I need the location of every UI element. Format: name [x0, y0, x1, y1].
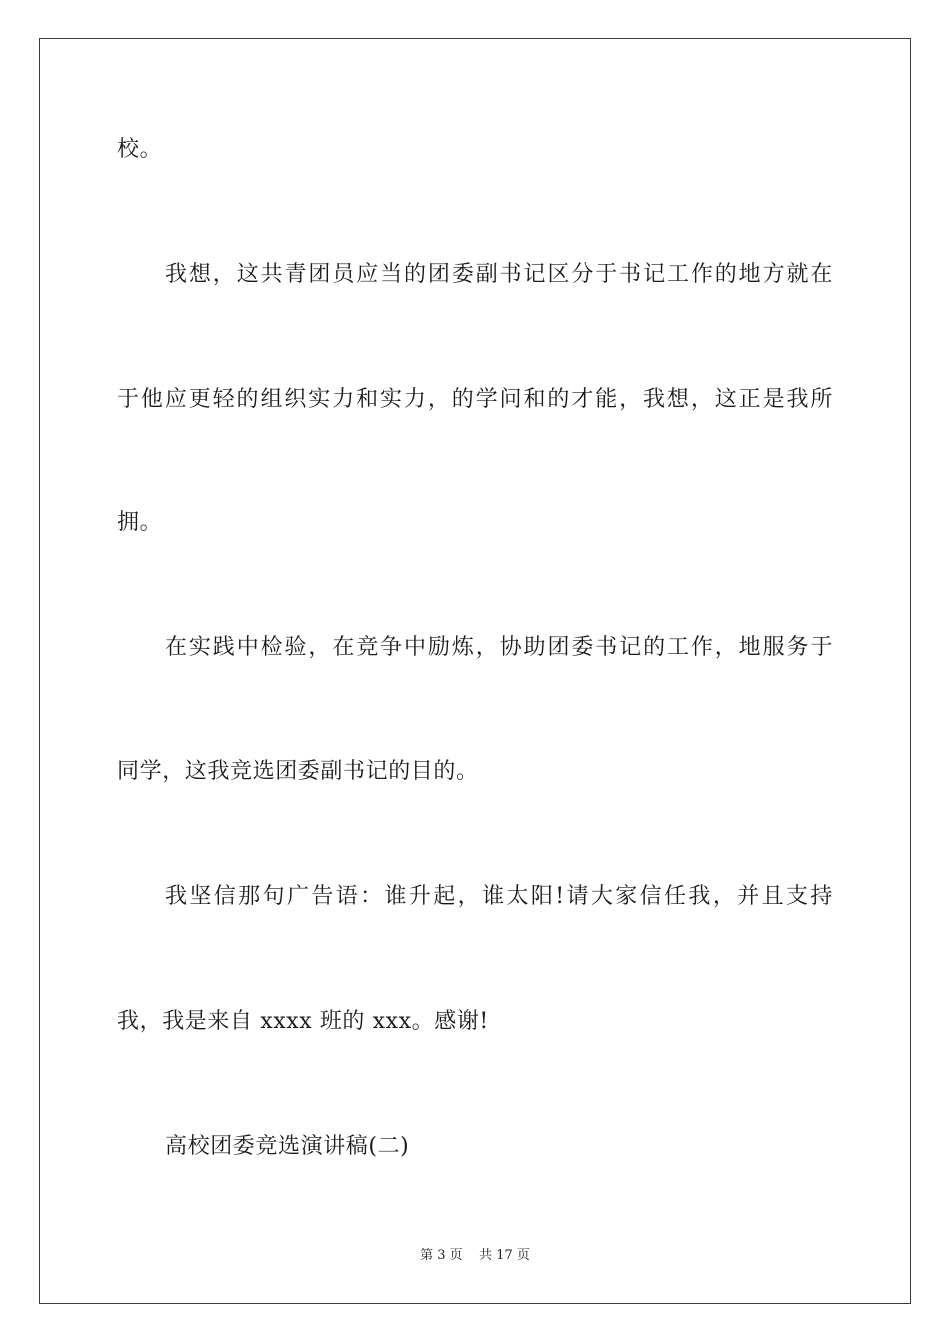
page-border [39, 38, 911, 1304]
paragraph-line-2: 我想，这共青团员应当的团委副书记区分于书记工作的地方就在 [165, 262, 833, 287]
paragraph-line-7: 我坚信那句广告语：谁升起，谁太阳!请大家信任我，并且支持 [165, 884, 833, 909]
section-heading: 高校团委竞选演讲稿(二) [165, 1134, 410, 1159]
paragraph-line-8: 我，我是来自 xxxx 班的 xxx。感谢! [117, 1009, 489, 1034]
paragraph-line-5: 在实践中检验，在竞争中励炼，协助团委书记的工作，地服务于 [165, 635, 833, 660]
paragraph-line-1: 校。 [117, 137, 163, 162]
paragraph-line-6: 同学，这我竞选团委副书记的目的。 [117, 759, 479, 784]
paragraph-line-3: 于他应更轻的组织实力和实力，的学问和的才能，我想，这正是我所 [117, 387, 833, 412]
page-number-footer: 第 3 页 共 17 页 [420, 1248, 530, 1263]
paragraph-line-4: 拥。 [117, 510, 163, 535]
